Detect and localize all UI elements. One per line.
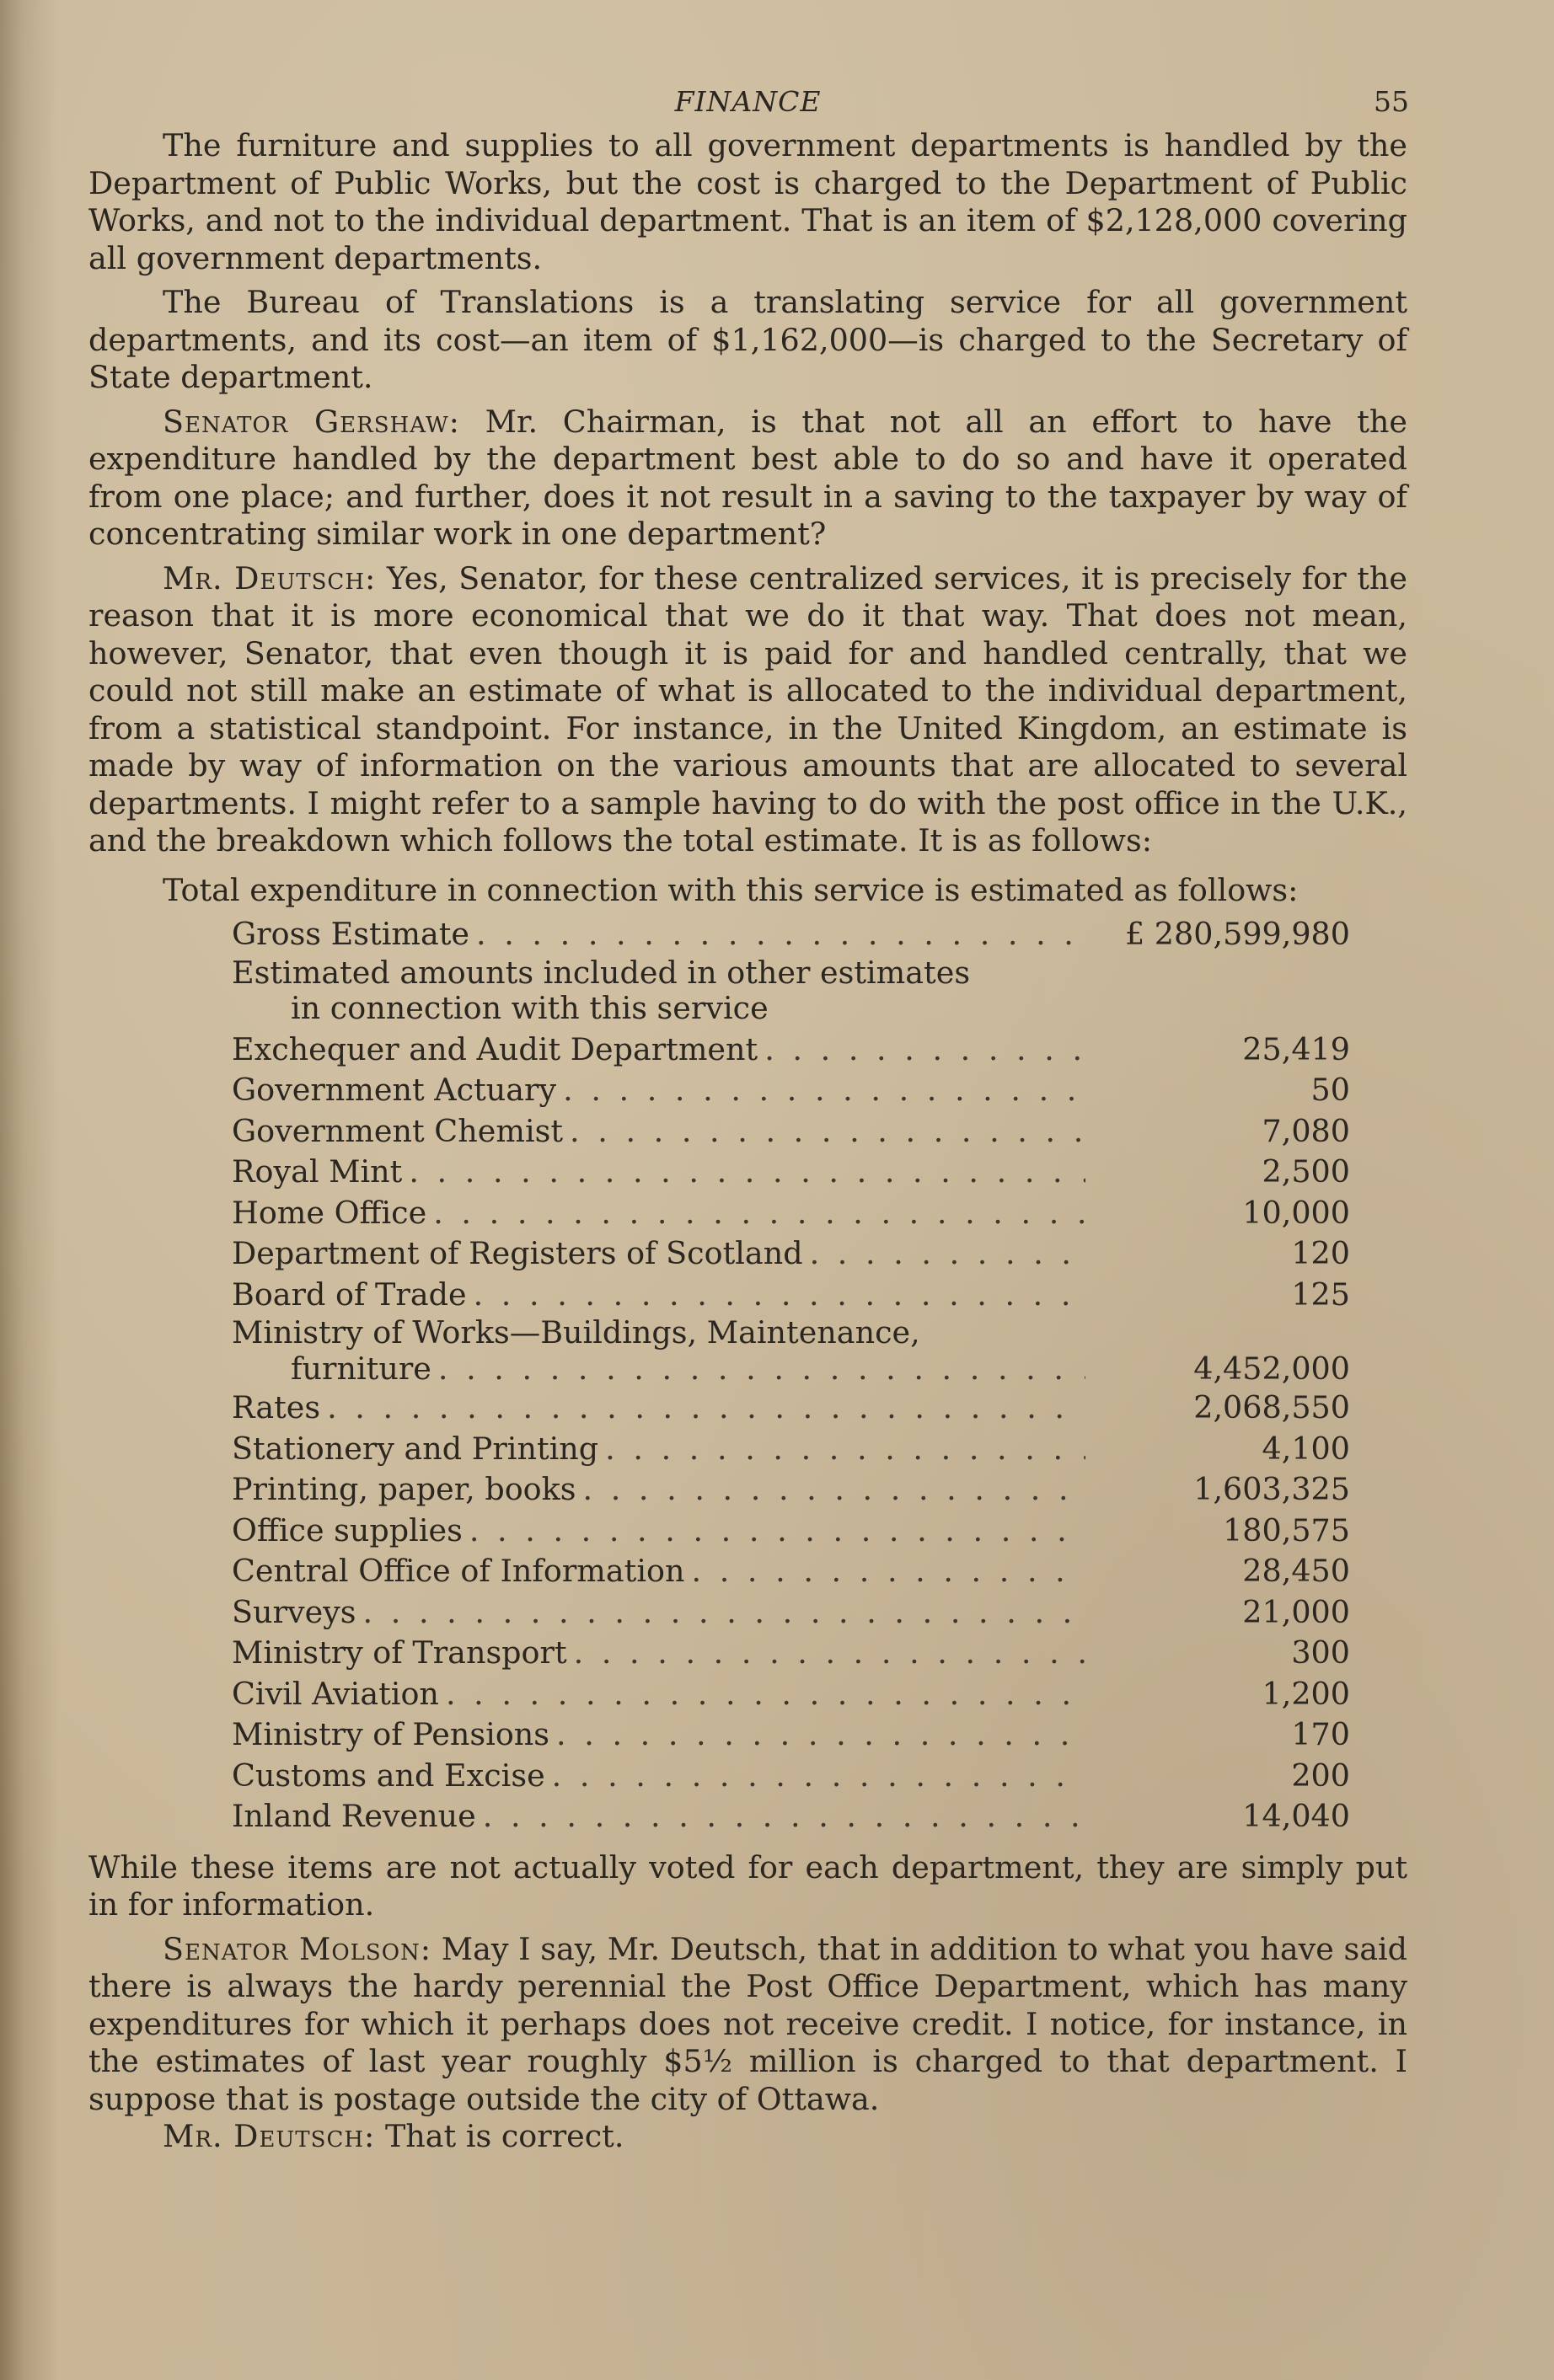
leader-dots (327, 1388, 1085, 1429)
included-heading (232, 955, 1350, 1026)
estimate-row (232, 1193, 1350, 1234)
estimate-row-value: 170 (1291, 1716, 1350, 1752)
estimate-row-label: Customs and Excise (232, 1757, 545, 1794)
estimate-row (232, 1756, 1350, 1797)
paragraph-deutsch (88, 560, 1407, 860)
estimate-row-label: Royal Mint (232, 1153, 403, 1190)
works-line-1: Ministry of Works—Buildings, Maintenance, (232, 1314, 920, 1350)
estimate-row-value: 2,068,550 (1193, 1389, 1350, 1425)
leader-dots (583, 1469, 1085, 1511)
estimate-row-value: 7,080 (1262, 1112, 1350, 1149)
estimate-row (232, 1070, 1350, 1111)
estimate-row (232, 1796, 1350, 1837)
estimate-rows-1 (232, 1030, 1350, 1316)
estimate-row-value: 50 (1310, 1072, 1350, 1108)
leader-dots (563, 1070, 1085, 1111)
estimate-rows-2 (232, 1388, 1350, 1837)
leader-dots (570, 1111, 1085, 1153)
estimate-row-label: Exchequer and Audit Department (232, 1030, 758, 1067)
estimate-row-label: Government Chemist (232, 1112, 564, 1149)
leader-dots (605, 1429, 1085, 1470)
leader-dots (552, 1756, 1085, 1797)
leader-dots (556, 1714, 1085, 1756)
paragraph-molson (88, 1931, 1407, 2119)
estimate-row (232, 1674, 1350, 1715)
gross-estimate-label: Gross Estimate (232, 916, 470, 952)
leader-dots (483, 1796, 1085, 1837)
speaker-deutsch: Mr. Deutsch: (163, 559, 377, 596)
leader-dots (692, 1551, 1085, 1592)
estimate-row (232, 1111, 1350, 1153)
works-row (232, 1315, 1350, 1388)
leader-dots (469, 1511, 1085, 1552)
leader-dots (764, 1030, 1085, 1071)
estimate-row-label: Government Actuary (232, 1072, 557, 1108)
speech-deutsch: Yes, Senator, for these centralized services, it is precisely for the reason that it is more economical that we do it that way. That does not mean, however, Senator, that even though it is paid for and handled centrally, that we could not still make an estimate of what is allocated to the individual department, from a statistical standpoint. For instance, in the United Kingdom, an estimate is made by way of information on the various amounts that are allocated to several departments. I might refer to a sample having to do with the post office in the U.K., and the breakdown which follows the total estimate. It is as follows: (88, 559, 1408, 858)
estimate-row-label: Office supplies (232, 1511, 463, 1548)
running-header (88, 80, 1407, 127)
leader-dots (574, 1633, 1085, 1674)
included-line-1: Estimated amounts included in other estimates (232, 954, 971, 991)
paragraph-information: While these items are not actually voted for each department, they are simply put in for information. (88, 1848, 1407, 1923)
estimate-row-label: Printing, paper, books (232, 1471, 576, 1507)
estimate-row-label: Board of Trade (232, 1276, 467, 1313)
leader-dots (474, 1275, 1085, 1316)
speech-deutsch-reply: That is correct. (384, 2118, 624, 2154)
estimate-row-label: Ministry of Transport (232, 1634, 567, 1671)
estimate-row-label: Department of Registers of Scotland (232, 1235, 803, 1271)
estimate-row-value: 200 (1291, 1757, 1350, 1794)
estimate-row (232, 1714, 1350, 1756)
page-number: 55 (1374, 85, 1409, 118)
speaker-molson: Senator Molson: (163, 1930, 432, 1967)
estimate-row (232, 1633, 1350, 1674)
speaker-gershaw: Senator Gershaw: (163, 403, 460, 440)
leader-dots (476, 914, 1085, 955)
leader-dots (433, 1193, 1085, 1234)
estimate-row-value: 1,200 (1262, 1675, 1350, 1712)
leader-dots (810, 1233, 1085, 1275)
estimate-row (232, 1275, 1350, 1316)
estimate-row-label: Home Office (232, 1194, 427, 1231)
estimate-row-label: Inland Revenue (232, 1798, 476, 1834)
estimate-row-value: 14,040 (1242, 1798, 1350, 1834)
gross-estimate-value: £ 280,599,980 (1124, 916, 1350, 952)
paragraph-furniture: The furniture and supplies to all government departments is handled by the Department of Public Works, but the cost is charged to the Department of Public Works, and not to the individual department. That is an item of $2,128,000 covering all government departments. (88, 127, 1407, 276)
speaker-deutsch-reply: Mr. Deutsch: (163, 2118, 376, 2154)
estimate-row-value: 1,603,325 (1193, 1471, 1350, 1507)
estimate-row (232, 1030, 1350, 1071)
gross-estimate-row (232, 914, 1350, 955)
estimate-table (232, 914, 1350, 1837)
estimate-row (232, 1152, 1350, 1193)
estimate-row-value: 4,100 (1262, 1430, 1350, 1467)
page (88, 80, 1407, 2156)
works-value: 4,452,000 (1193, 1350, 1350, 1387)
leader-dots (409, 1152, 1085, 1193)
works-line-2: furniture (291, 1350, 431, 1387)
paragraph-gershaw (88, 404, 1407, 554)
running-title: FINANCE (674, 85, 822, 118)
estimate-row (232, 1429, 1350, 1470)
estimate-row-value: 120 (1291, 1235, 1350, 1271)
estimate-row-label: Ministry of Pensions (232, 1716, 550, 1752)
works-line-2-row (232, 1350, 1350, 1388)
estimate-row-value: 180,575 (1223, 1511, 1350, 1548)
estimate-row-label: Stationery and Printing (232, 1430, 599, 1467)
estimate-row (232, 1551, 1350, 1592)
estimate-row-value: 10,000 (1242, 1194, 1350, 1231)
leader-dots (363, 1592, 1085, 1634)
estimate-row (232, 1469, 1350, 1511)
estimate-row-value: 2,500 (1262, 1153, 1350, 1190)
estimate-row-value: 28,450 (1242, 1553, 1350, 1589)
estimate-row (232, 1511, 1350, 1552)
estimate-row (232, 1388, 1350, 1429)
estimate-row-value: 21,000 (1242, 1593, 1350, 1630)
estimate-row (232, 1233, 1350, 1275)
paragraph-translations: The Bureau of Translations is a translating service for all government departments, and its cost—an item of $1,162,000—is charged to the Secretary of State department. (88, 284, 1407, 395)
speech-molson: May I say, Mr. Deutsch, that in addition to what you have said there is always the hardy perennial the Post Office Department, which has many expenditures for which it perhaps does not receive credit. I notice, for instance, in the estimates of last year roughly $5½ million is charged to that department. I suppose that is postage outside the city of Ottawa. (88, 1930, 1407, 2117)
estimate-row-label: Surveys (232, 1593, 356, 1630)
estimate-row-label: Civil Aviation (232, 1675, 439, 1712)
estimate-row-label: Rates (232, 1389, 321, 1425)
table-intro: Total expenditure in connection with this service is estimated as follows: (163, 871, 1299, 908)
estimate-row-value: 300 (1291, 1634, 1350, 1671)
estimate-row-value: 25,419 (1242, 1030, 1350, 1067)
leader-dots (446, 1674, 1085, 1715)
speech-gershaw: Mr. Chairman, is that not all an effort to have the expenditure handled by the department best able to do so and have it operated from one place; and further, does it not result in a saving to the taxpayer by way of concentrating similar work in one department? (88, 403, 1407, 552)
paragraph-deutsch-reply (88, 2118, 1407, 2156)
estimate-row-value: 125 (1291, 1276, 1350, 1313)
included-line-2: in connection with this service (291, 989, 769, 1026)
leader-dots (438, 1350, 1085, 1388)
estimate-row (232, 1592, 1350, 1634)
estimate-row-label: Central Office of Information (232, 1553, 685, 1589)
